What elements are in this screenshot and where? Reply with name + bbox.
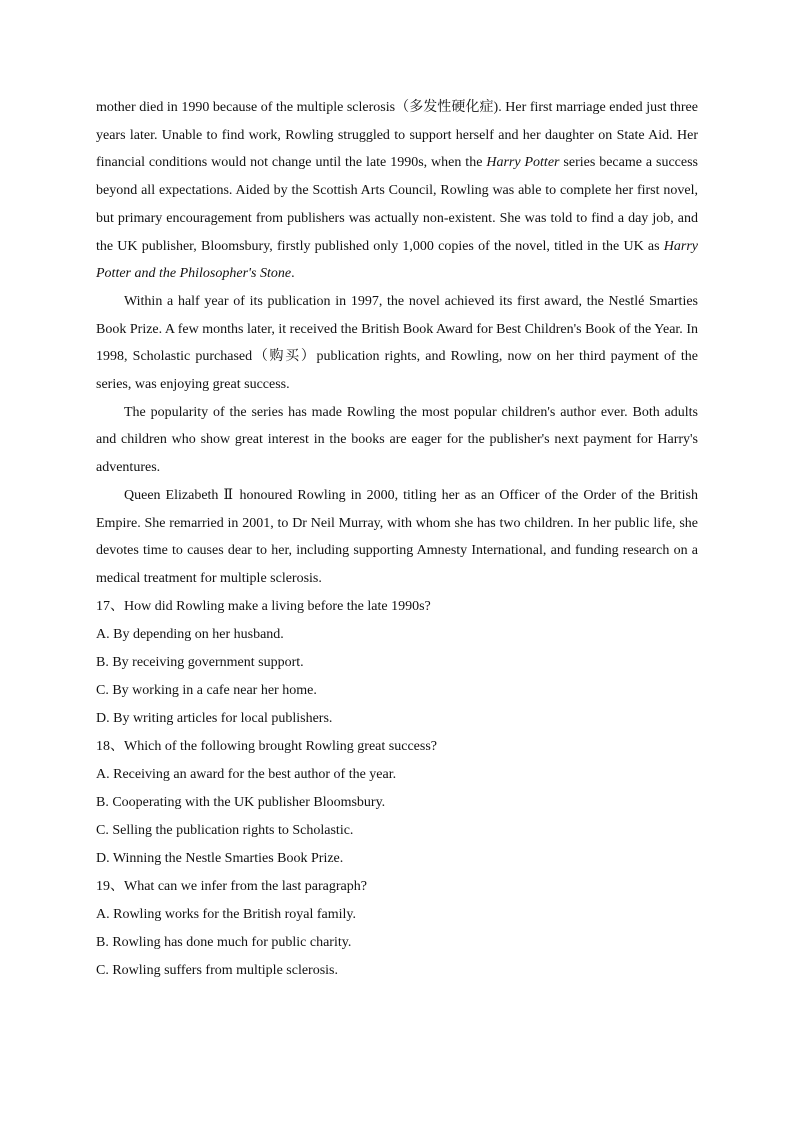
reading-passage	[96, 94, 698, 593]
passage-paragraph	[96, 94, 698, 288]
question-block	[96, 593, 698, 733]
answer-option: C. Rowling suffers from multiple sclerosis.	[96, 962, 338, 978]
answer-option: D. By writing articles for local publishers.	[96, 710, 333, 726]
answer-option: B. By receiving government support.	[96, 654, 304, 670]
page-content	[96, 94, 698, 985]
answer-option: C. By working in a cafe near her home.	[96, 682, 317, 698]
passage-text: The popularity of the series has made Rowling the most popular children's author ever. Both adults and children who show great interest in the books are eager for the publisher's next payment for Harry's adventures.	[96, 404, 698, 476]
question-block	[96, 733, 698, 873]
book-title: Harry Potter and the Philosopher's Stone	[96, 238, 698, 282]
answer-option: A. Receiving an award for the best author of the year.	[96, 766, 397, 782]
passage-text: Within a half year of its publication in 1997, the novel achieved its first award, the Nestlé Smarties Book Prize. A few months later, it received the British Book Award for Best Children's Book of the Year. In 1998, Scholastic purchased（购买）publication rights, and Rowling, now on her third payment of the series, was enjoying great success.	[96, 293, 698, 393]
answer-option: A. Rowling works for the British royal family.	[96, 906, 357, 922]
passage-text: Queen Elizabeth Ⅱ honoured Rowling in 2000, titling her as an Officer of the Order of the British Empire. She remarried in 2001, to Dr Neil Murray, with whom she has two children. In her public life, she devotes time to causes dear to her, including supporting Amnesty International, and funding research on a medical treatment for multiple sclerosis.	[96, 487, 698, 586]
question-list	[96, 593, 698, 985]
passage-text: series became a success beyond all expectations. Aided by the Scottish Arts Council, Rowling was able to complete her first novel, but primary encouragement from publishers was actually non-existent. She was told to find a day job, and the UK publisher, Bloomsbury, firstly published only 1,000 copies of the novel, titled in the UK as	[96, 155, 698, 254]
question-stem: 19、What can we infer from the last paragraph?	[96, 878, 367, 894]
passage-paragraph	[96, 399, 698, 482]
answer-option: B. Cooperating with the UK publisher Bloomsbury.	[96, 794, 386, 810]
passage-text: mother died in 1990 because of the multiple sclerosis（多发性硬化症). Her first marriage ended just three years later. Unable to find work, Rowling struggled to support herself and her daughter on State Aid. Her financial conditions would not change until the late 1990s, when the	[96, 100, 698, 171]
passage-paragraph	[96, 482, 698, 593]
book-title: Harry Potter	[486, 155, 560, 171]
question-block	[96, 873, 698, 985]
answer-option: C. Selling the publication rights to Scholastic.	[96, 822, 354, 838]
passage-text: .	[291, 266, 295, 282]
answer-option: D. Winning the Nestle Smarties Book Prize.	[96, 850, 344, 866]
answer-option: A. By depending on her husband.	[96, 626, 284, 642]
question-stem: 18、Which of the following brought Rowling great success?	[96, 738, 437, 754]
answer-option: B. Rowling has done much for public charity.	[96, 934, 352, 950]
passage-paragraph	[96, 288, 698, 399]
question-stem: 17、How did Rowling make a living before the late 1990s?	[96, 598, 431, 614]
